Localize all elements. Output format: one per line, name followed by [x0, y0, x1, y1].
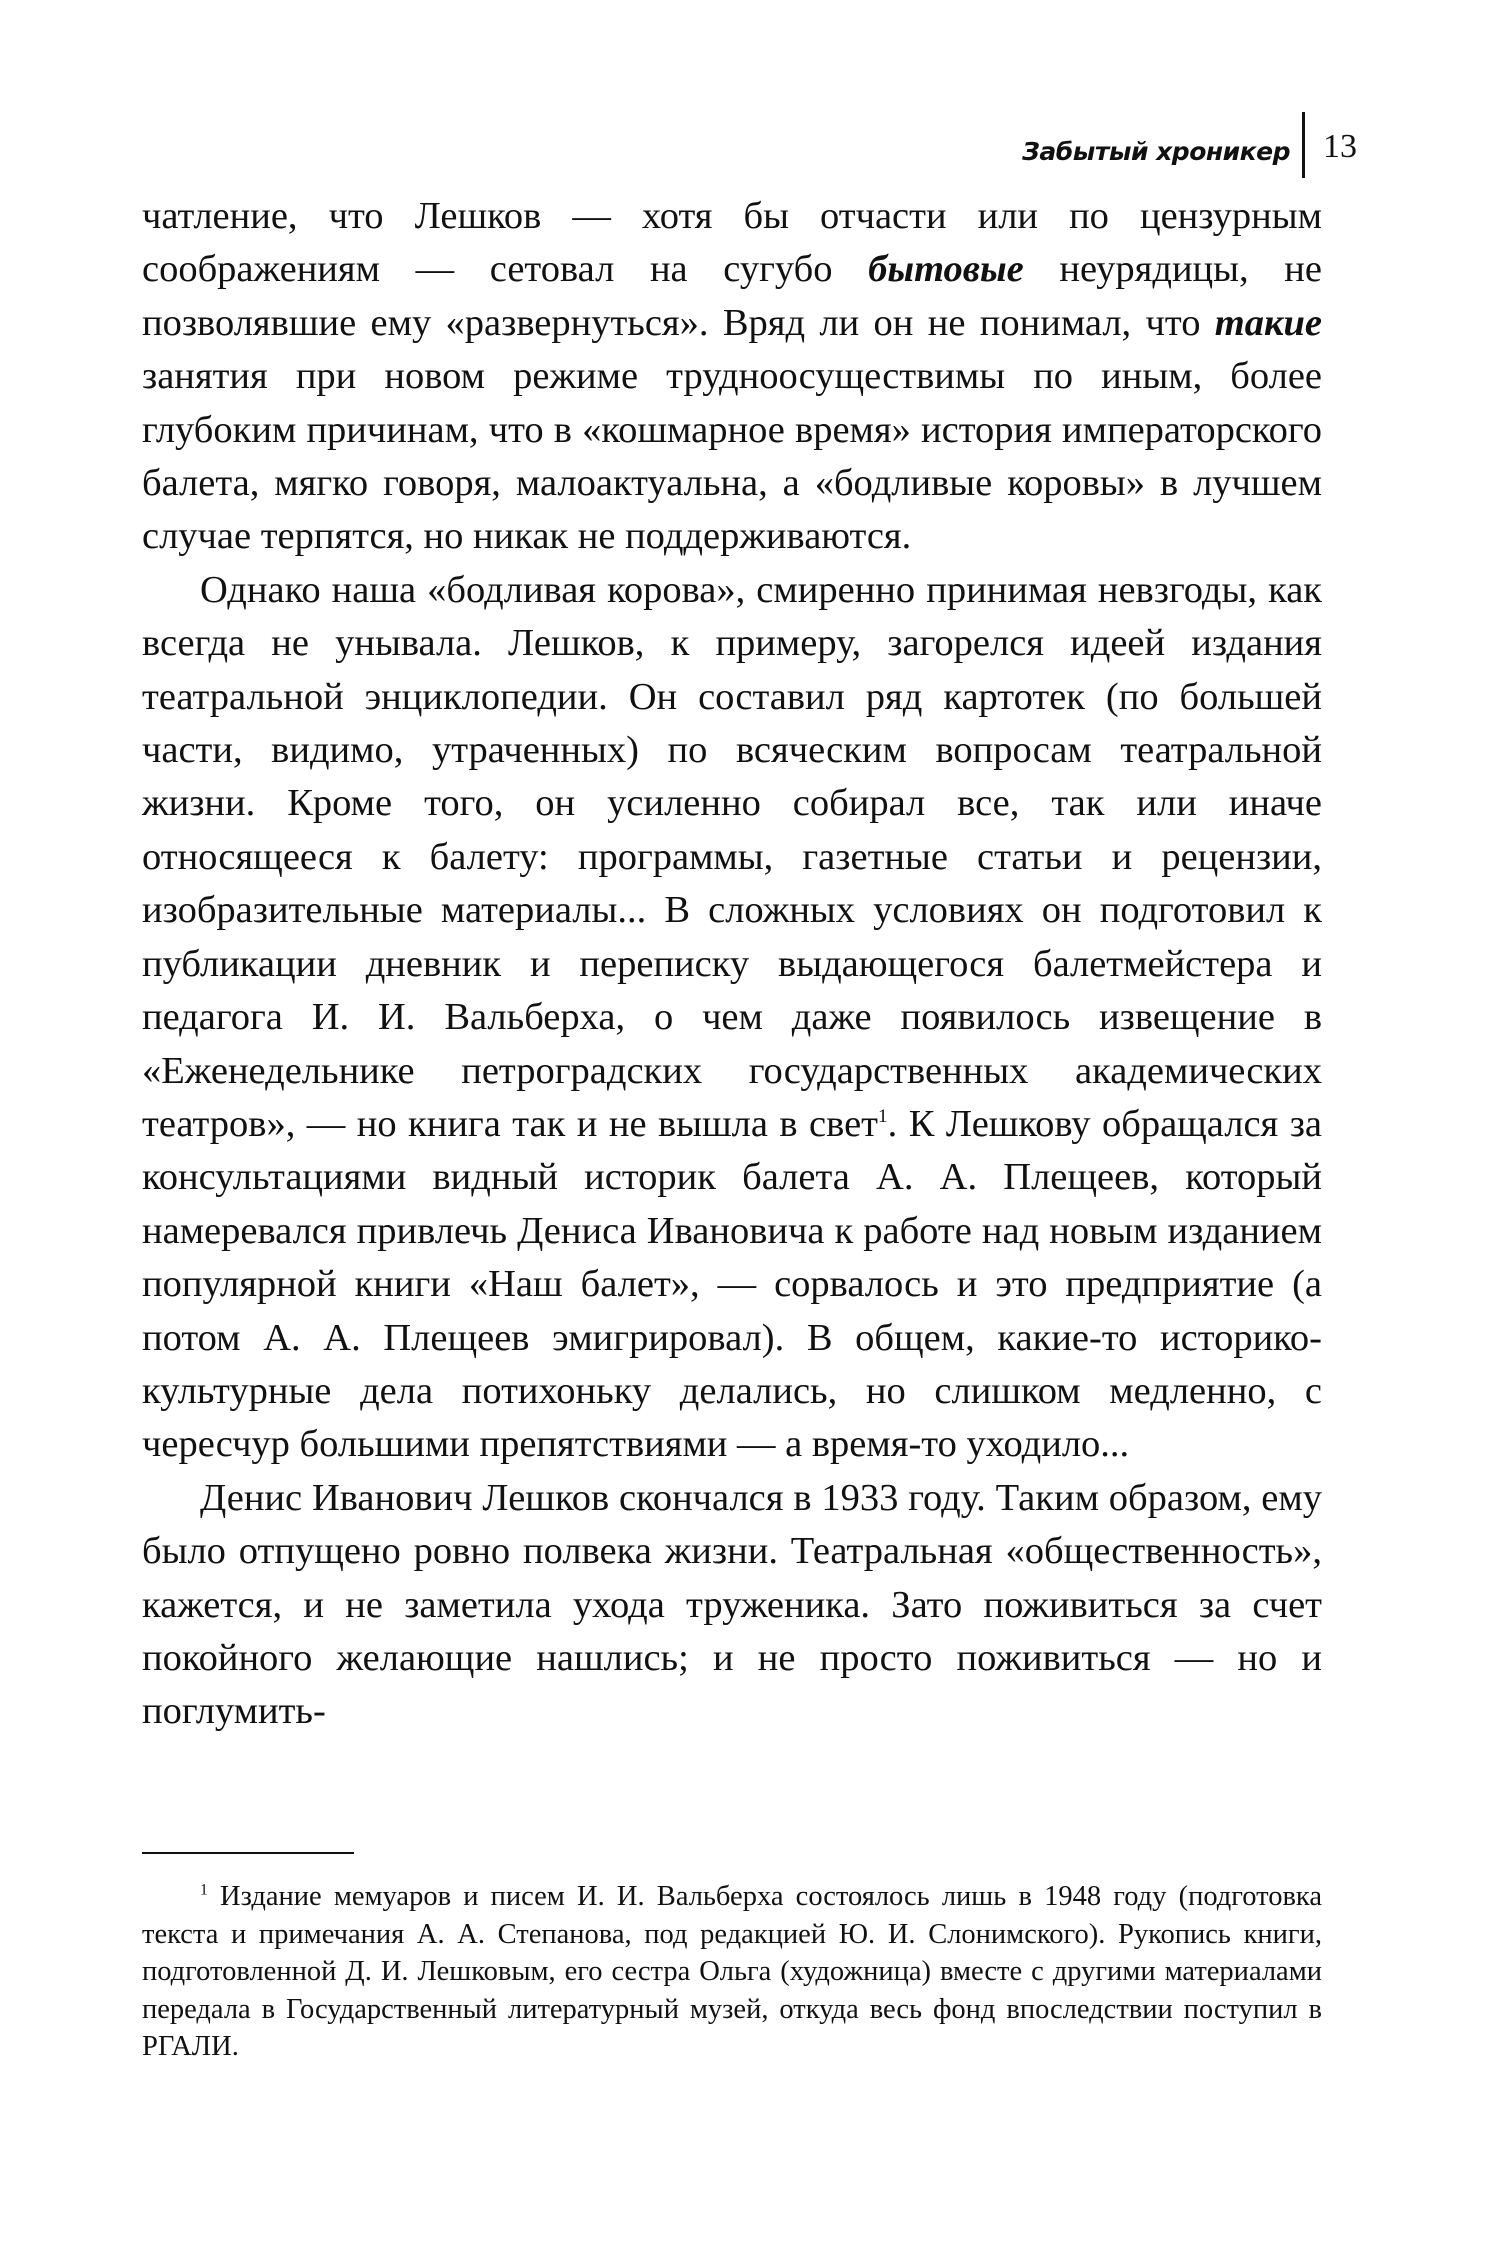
paragraph-text: чатление, что Лешков — хотя бы отчасти или по цензурным соображениям — сетовал на сугубо: [142, 195, 1322, 291]
running-head: [1022, 112, 1357, 178]
footnote-text: Издание мемуаров и писем И. И. Вальберха состоялось лишь в 1948 году (подготовка текста и примечания А. А. Степанова, под редакцией Ю. И. Слонимского). Рукопись книги, подготовленной Д. И. Лешковым, его сестра Ольга (художница) вместе с другими материалами передала в Государственный литературный музей, откуда весь фонд впоследствии поступил в РГАЛИ.: [142, 1881, 1322, 2063]
footnote-separator: [142, 1852, 354, 1854]
footnote-marker: 1: [200, 1881, 208, 1899]
paragraph-3: [142, 1472, 1322, 1739]
paragraph-text: Однако наша «бодливая корова», смиренно принимая невзгоды, как всегда не унывала. Лешков, к примеру, загорелся идеей издания театральной энциклопедии. Он составил ряд картотек (по большей части, видимо, утраченных) по всяческим вопросам театральной жизни. Кроме того, он усиленно собирал все, так или иначе относящееся к балету: программы, газетные статьи и рецензии, изобразительные материалы... В сложных условиях он подготовил к публикации дневник и переписку выдающегося балетмейстера и педагога И. И. Вальберха, о чем даже появилось извещение в «Еженедельнике петроградских государственных академических театров», — но книга так и не вышла в свет: [142, 568, 1322, 1145]
footnote: [142, 1878, 1322, 2066]
page-number: 13: [1323, 128, 1357, 165]
emphasis-text: бытовые: [868, 248, 1024, 291]
paragraph-text: . К Лешкову обращался за консультациями видный историк балета А. А. Плещеев, который намеревался привлечь Дениса Ивановича к работе над новым изданием популярной книги «Наш балет», — сорвалось и это предприятие (а потом А. А. Плещеев эмигрировал). В общем, какие-то историко-культурные дела потихоньку делались, но слишком медленно, с чересчур большими препятствиями — а время-то уходило...: [142, 1102, 1322, 1466]
body-text: [142, 190, 1322, 1739]
paragraph-1: [142, 190, 1322, 564]
paragraph-text: неурядицы, не позволявшие ему «развернуться». Вряд ли он не понимал, что: [142, 248, 1322, 344]
paragraph-text: Денис Иванович Лешков скончался в 1933 году. Таким образом, ему было отпущено ровно полвека жизни. Театральная «общественность», кажется, и не заметила ухода труженика. Зато поживиться за счет покойного желающие нашлись; и не просто поживиться — но и поглумить-: [142, 1476, 1322, 1733]
footnote-ref[interactable]: 1: [878, 1106, 888, 1128]
emphasis-text: такие: [1214, 301, 1322, 344]
paragraph-2: [142, 564, 1322, 1472]
running-title: Забытый хроникер: [1022, 136, 1290, 166]
paragraph-text: занятия при новом режиме трудноосуществимы по иным, более глубоким причинам, что в «кошмарное время» история императорского балета, мягко говоря, малоактуальна, а «бодливые коровы» в лучшем случае терпятся, но никак не поддерживаются.: [142, 355, 1322, 558]
